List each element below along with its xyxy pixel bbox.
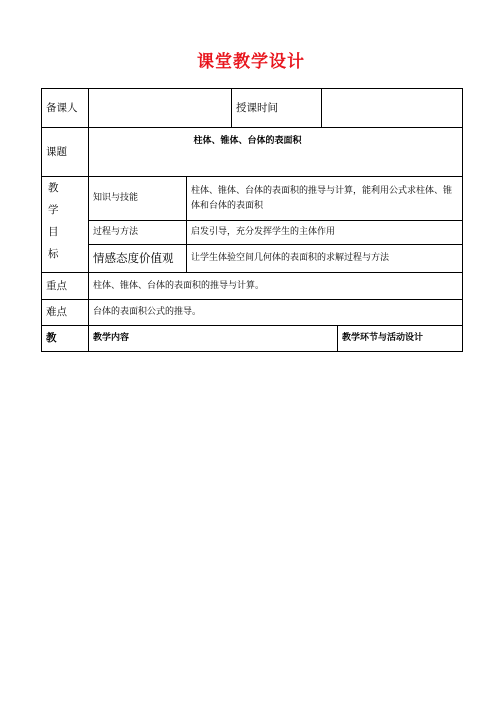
goal-label-knowledge: 知识与技能 (89, 177, 187, 221)
key-point-label: 重点 (42, 273, 89, 300)
goals-label (42, 177, 89, 273)
key-point-row (42, 273, 463, 300)
preparer-row (42, 89, 463, 128)
goal-row-process (42, 221, 463, 245)
footer-row (42, 326, 463, 352)
goal-label-attitude: 情感态度价值观 (89, 245, 187, 273)
preparer-label: 备课人 (42, 89, 89, 128)
difficulty-text: 台体的表面积公式的推导。 (89, 300, 463, 326)
difficulty-row (42, 300, 463, 326)
topic-value: 柱体、锥体、台体的表面积 (89, 128, 463, 177)
goals-label-char: 标 (48, 248, 59, 260)
goals-label-char: 学 (48, 204, 59, 216)
topic-row (42, 128, 463, 177)
goal-row-attitude (42, 245, 463, 273)
difficulty-label: 难点 (42, 300, 89, 326)
teach-time-label: 授课时间 (232, 89, 322, 128)
goal-text-attitude: 让学生体验空间几何体的表面积的求解过程与方法 (187, 245, 463, 273)
lesson-plan-table (41, 88, 463, 352)
goal-row-knowledge (42, 177, 463, 221)
goal-text-process: 启发引导，充分发挥学生的主体作用 (187, 221, 463, 245)
goals-label-char: 目 (48, 226, 59, 238)
page-title: 课堂教学设计 (197, 52, 305, 72)
teach-time-value-cell[interactable] (322, 89, 463, 128)
footer-col1: 教 (42, 326, 89, 352)
goals-label-char: 教 (48, 182, 59, 194)
footer-col3: 教学环节与活动设计 (338, 326, 463, 352)
topic-label: 课题 (42, 128, 89, 177)
preparer-value-cell[interactable] (89, 89, 232, 128)
goal-text-knowledge: 柱体、锥体、台体的表面积的推导与计算，能利用公式求柱体、锥体和台体的表面积 (187, 177, 463, 221)
footer-col2: 教学内容 (89, 326, 338, 352)
goal-label-process: 过程与方法 (89, 221, 187, 245)
key-point-text: 柱体、锥体、台体的表面积的推导与计算。 (89, 273, 463, 300)
